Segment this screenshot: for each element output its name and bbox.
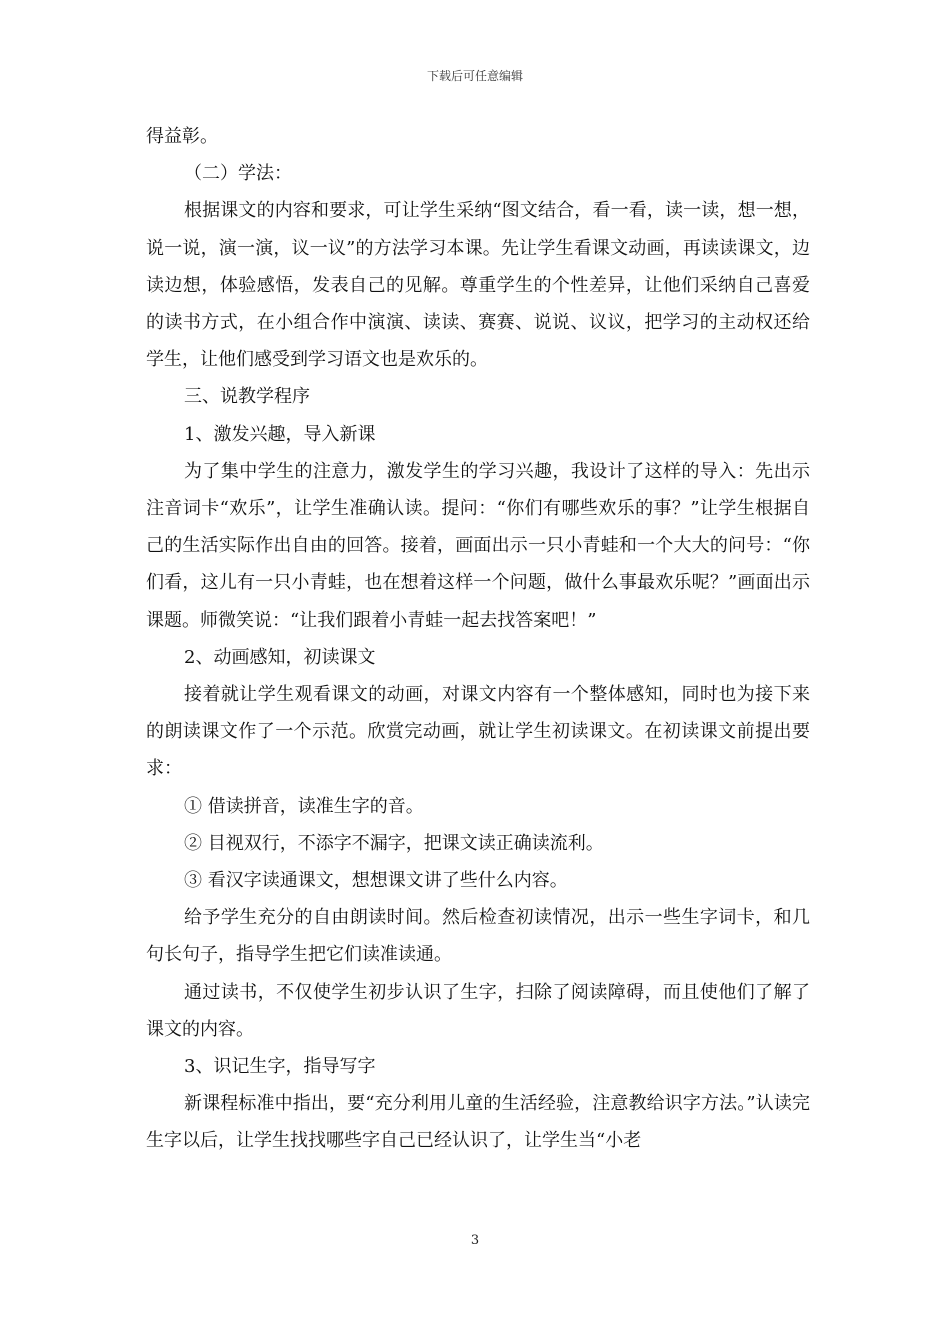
page-number: 3 [470, 1233, 480, 1248]
paragraph: 新课程标准中指出，要“充分利用儿童的生活经验，注意教给识字方法。”认读完生字以后，让学生找找哪些字自己已经认识了，让学生当“小老 [146, 1093, 810, 1152]
page-header: 下载后可任意编辑 [426, 69, 523, 83]
paragraph: 给予学生充分的自由朗读时间。然后检查初读情况，出示一些生字词卡，和几句长句子，指导学生把它们读准读通。 [146, 907, 810, 966]
paragraph: 通过读书，不仅使学生初步认识了生字，扫除了阅读障碍，而且使他们了解了课文的内容。 [146, 981, 810, 1040]
document-body [146, 118, 810, 1160]
paragraph: 接着就让学生观看课文的动画，对课文内容有一个整体感知，同时也为接下来的朗读课文作了一个示范。欣赏完动画，就让学生初读课文。在初读课文前提出要求： [146, 684, 810, 780]
subheading-step-2: 2、动画感知，初读课文 [184, 646, 376, 668]
list-item: ① 借读拼音，读准生字的音。 [184, 795, 424, 817]
subheading-step-1: 1、激发兴趣，导入新课 [184, 423, 376, 445]
section-heading-study-method: （二）学法： [184, 163, 292, 185]
list-item: ② 目视双行，不添字不漏字，把课文读正确读流利。 [184, 832, 604, 854]
section-heading-teaching-procedure: 三、说教学程序 [184, 386, 310, 408]
paragraph: 为了集中学生的注意力，激发学生的学习兴趣，我设计了这样的导入：先出示注音词卡“欢乐”，让学生准确认读。提问：“你们有哪些欢乐的事？”让学生根据自己的生活实际作出自由的回答。接着，画面出示一只小青蛙和一个大大的问号：“你们看，这儿有一只小青蛙，也在想着这样一个问题，做什么事最欢乐呢？”画面出示课题。师微笑说：“让我们跟着小青蛙一起去找答案吧！” [146, 460, 810, 631]
paragraph: 得益彰。 [146, 126, 218, 147]
list-item: ③ 看汉字读通课文，想想课文讲了些什么内容。 [184, 870, 568, 892]
paragraph: 根据课文的内容和要求，可让学生采纳“图文结合，看一看，读一读，想一想，说一说，演一演，议一议”的方法学习本课。先让学生看课文动画，再读读课文，边读边想，体验感悟，发表自己的见解。尊重学生的个性差异，让他们采纳自己喜爱的读书方式，在小组合作中演演、读读、赛赛、说说、议议，把学习的主动权还给学生，让他们感受到学习语文也是欢乐的。 [146, 200, 810, 371]
subheading-step-3: 3、识记生字，指导写字 [184, 1056, 376, 1078]
